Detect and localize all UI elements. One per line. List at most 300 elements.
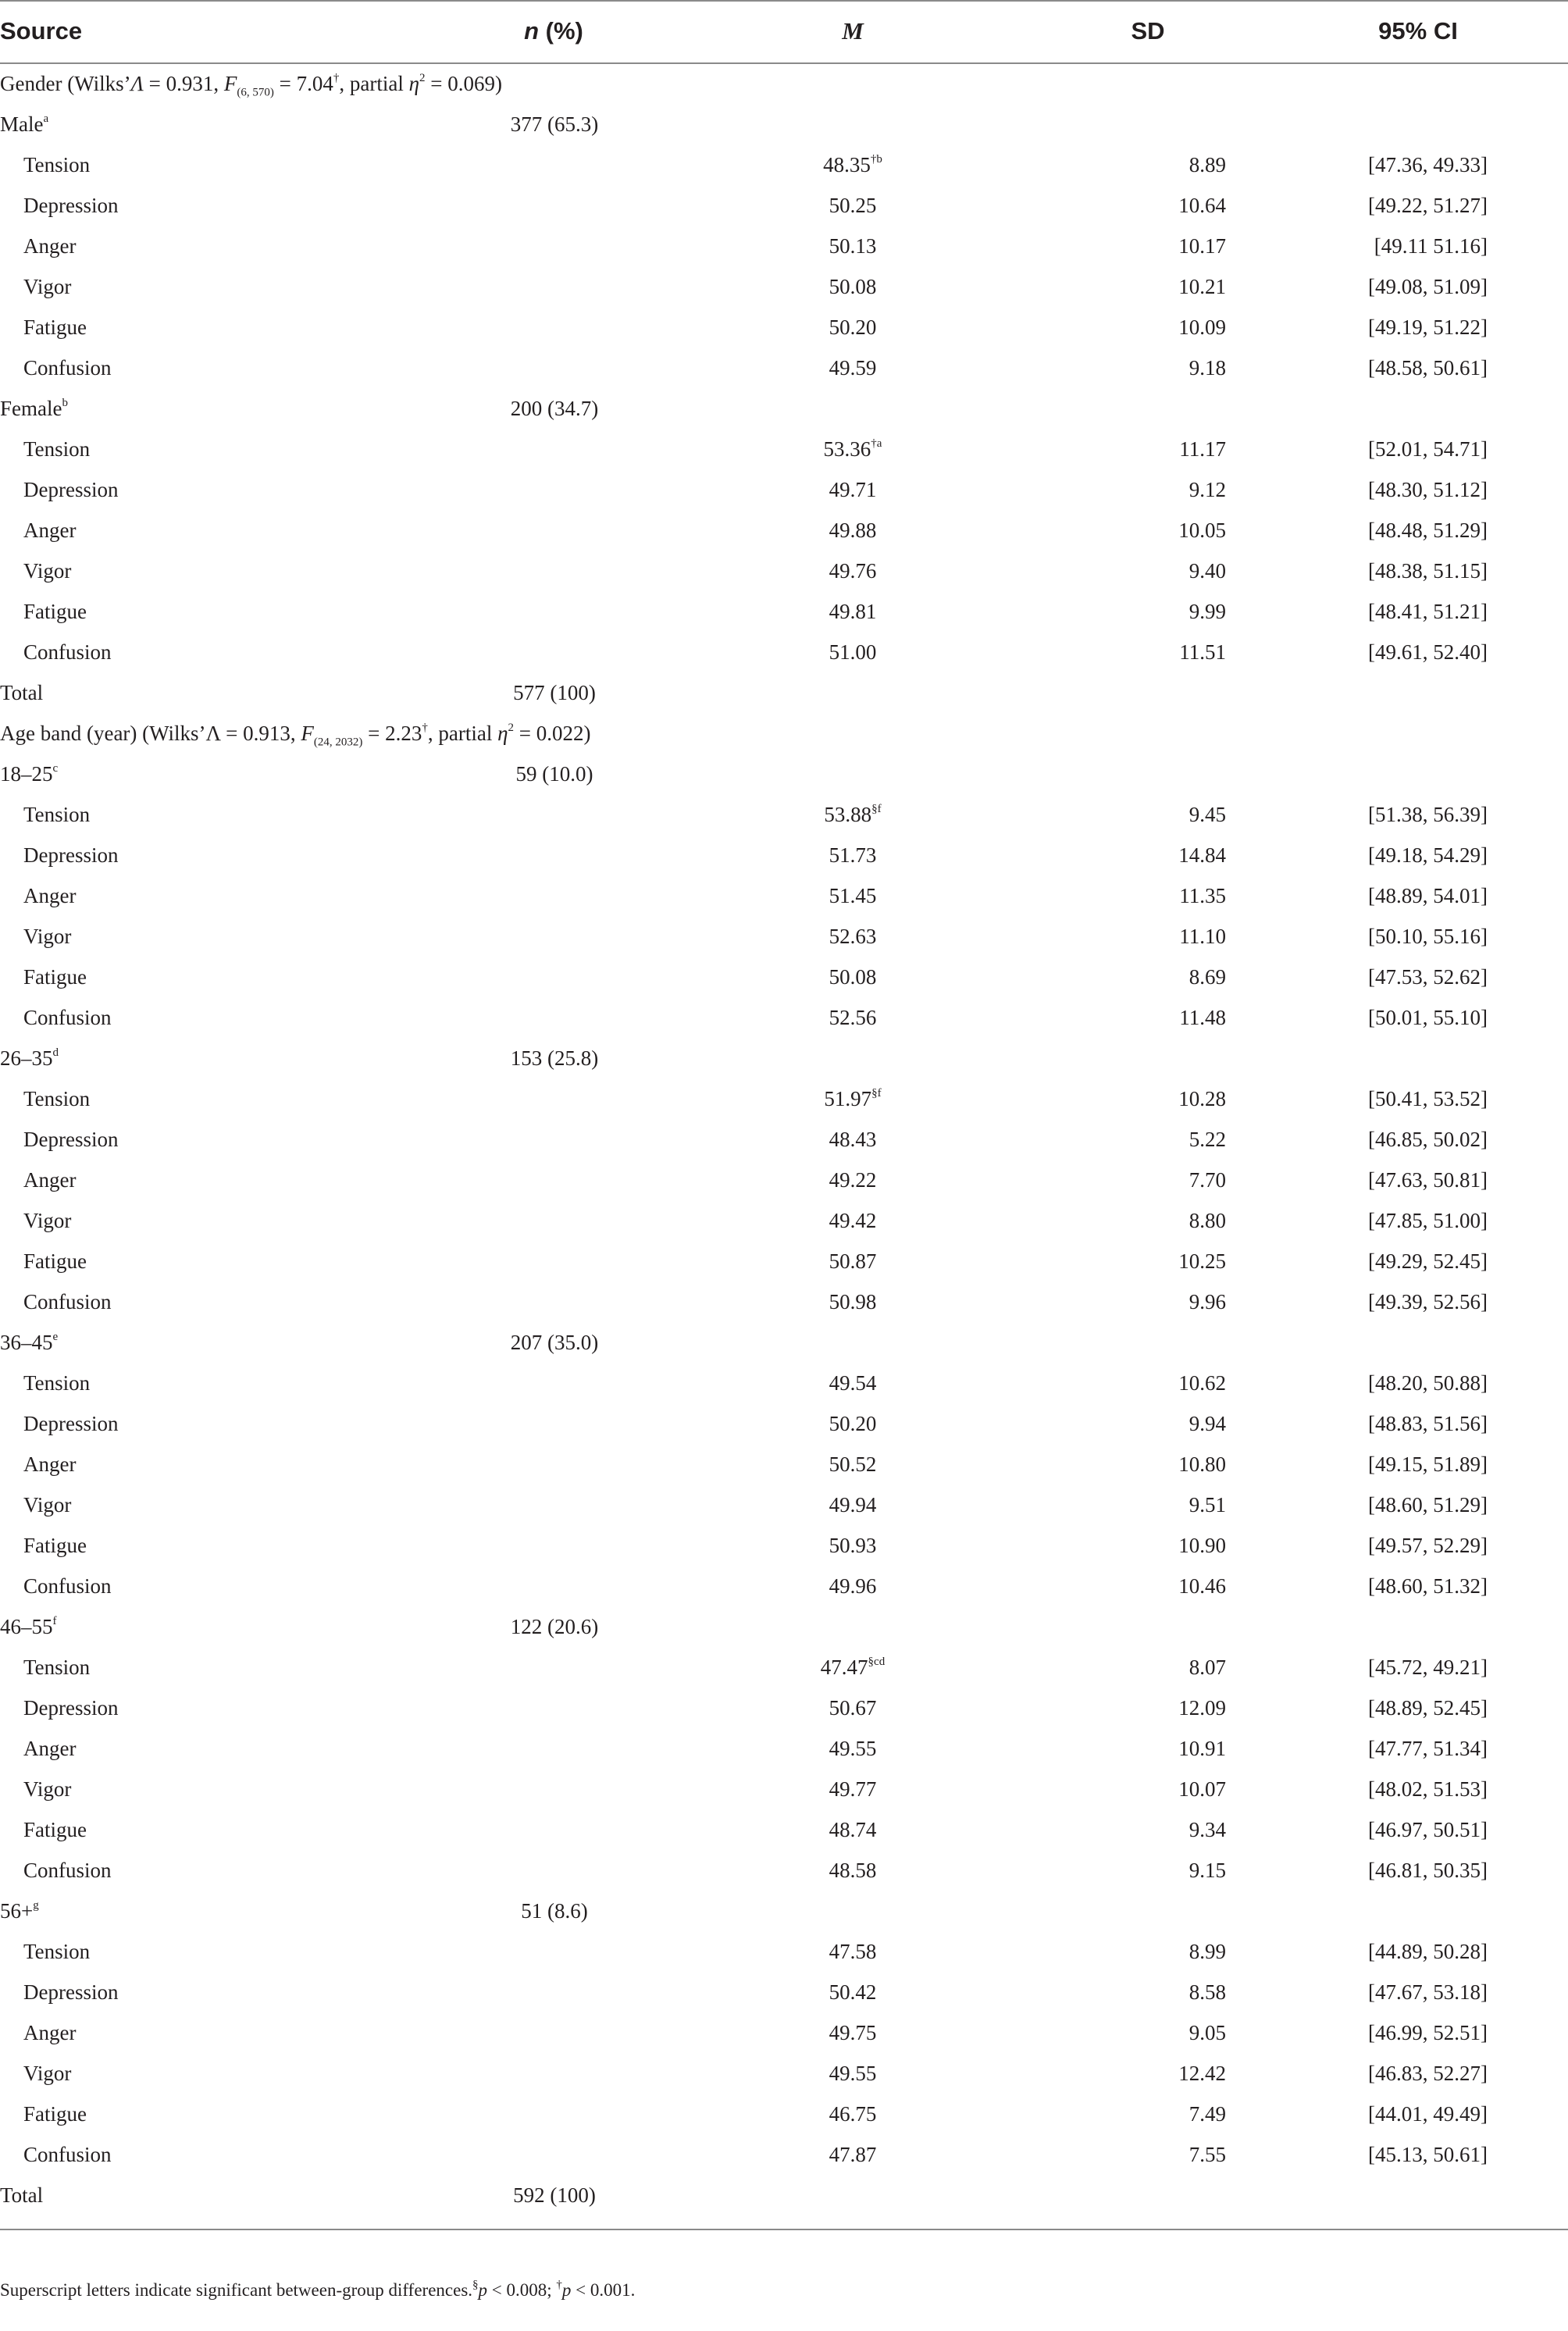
sd-value: 10.09: [1178, 315, 1226, 339]
scale-label: Anger: [23, 519, 77, 542]
mean-value: [772, 510, 933, 551]
mean-number: 50.42: [829, 1980, 877, 2004]
ci-value: [47.63, 50.81]: [1368, 1168, 1488, 1192]
ci-value: [45.72, 49.21]: [1368, 1656, 1488, 1679]
mean-number: 47.47: [820, 1656, 868, 1679]
scale-label: Anger: [23, 2021, 77, 2044]
scale-label: Fatigue: [23, 315, 87, 339]
ci-value: [48.89, 54.01]: [1368, 884, 1488, 907]
ci-value: [48.41, 51.21]: [1368, 600, 1488, 623]
group-label-superscript: c: [52, 762, 59, 775]
group-n-percent: 59 (10.0): [515, 762, 593, 786]
ci-value: [47.36, 49.33]: [1368, 153, 1488, 176]
mean-number: 50.67: [829, 1696, 877, 1720]
group-label: [0, 754, 58, 794]
mean-number: 49.88: [829, 519, 877, 542]
sd-value: 11.51: [1179, 640, 1226, 664]
group-label-superscript: f: [52, 1615, 57, 1627]
mean-value: [772, 1241, 933, 1281]
scale-label: Tension: [23, 803, 91, 826]
group-label-text: 46–55: [0, 1615, 53, 1638]
header-n-rest: (%): [539, 17, 583, 45]
ci-value: [49.39, 52.56]: [1368, 1290, 1488, 1313]
scale-label: Vigor: [23, 1209, 72, 1232]
mean-value: [772, 1160, 933, 1200]
mean-number: 49.42: [829, 1209, 877, 1232]
table-row: [0, 1363, 1568, 1403]
sd-value: 11.48: [1179, 1006, 1226, 1029]
table-row: [0, 1200, 1568, 1241]
ci-value: [48.02, 51.53]: [1368, 1777, 1488, 1801]
table-row: [0, 1078, 1568, 1119]
scale-label: Fatigue: [23, 1534, 87, 1557]
scale-label: Confusion: [23, 2143, 112, 2166]
ci-value: [46.85, 50.02]: [1368, 1128, 1488, 1151]
sd-value: 11.10: [1179, 925, 1226, 948]
mean-value: [772, 1566, 933, 1606]
ci-value: [49.08, 51.09]: [1368, 275, 1488, 298]
mean-value: [772, 957, 933, 997]
table-row: [0, 997, 1568, 1038]
table-row: [0, 348, 1568, 388]
mean-number: 51.00: [829, 640, 877, 664]
age-df: (24, 2032): [313, 736, 363, 749]
scale-label: Tension: [23, 153, 91, 176]
sd-value: 10.62: [1178, 1371, 1226, 1395]
scale-label: Vigor: [23, 1777, 72, 1801]
section-row-gender: [0, 63, 1568, 104]
sd-value: 10.17: [1178, 234, 1226, 258]
group-label-text: 26–35: [0, 1046, 53, 1070]
mean-value: [772, 916, 933, 957]
scale-label: Confusion: [23, 640, 112, 664]
table-row: [0, 1484, 1568, 1525]
scale-label: Tension: [23, 437, 91, 461]
mean-number: 50.93: [829, 1534, 877, 1557]
age-eq3: , partial: [427, 722, 498, 745]
mean-value: [772, 2053, 933, 2094]
table-row: [0, 1444, 1568, 1484]
mean-number: 49.75: [829, 2021, 877, 2044]
mean-number: 49.96: [829, 1574, 877, 1598]
mean-number: 47.87: [829, 2143, 877, 2166]
scale-label: Confusion: [23, 1006, 112, 1029]
scale-label: Depression: [23, 843, 119, 867]
scale-label: Confusion: [23, 1859, 112, 1882]
mean-number: 52.63: [829, 925, 877, 948]
mean-number: 50.87: [829, 1249, 877, 1273]
sd-value: 8.07: [1188, 1656, 1226, 1679]
table-row: [0, 266, 1568, 307]
sd-value: 9.99: [1188, 600, 1226, 623]
mean-value: [772, 144, 933, 185]
mean-value: [772, 266, 933, 307]
mean-number: 48.43: [829, 1128, 877, 1151]
mean-number: 49.76: [829, 559, 877, 583]
mean-value: [772, 1850, 933, 1891]
mean-value: [772, 226, 933, 266]
table-row: [0, 672, 1568, 713]
table-row: [0, 2175, 1568, 2215]
footnote-p1: p: [478, 2280, 488, 2300]
ci-value: [50.41, 53.52]: [1368, 1087, 1488, 1110]
ci-value: [46.83, 52.27]: [1368, 2062, 1488, 2085]
sd-value: 10.28: [1178, 1087, 1226, 1110]
mean-number: 49.77: [829, 1777, 877, 1801]
group-label-superscript: e: [52, 1331, 59, 1343]
mean-number: 53.36: [823, 437, 871, 461]
mean-value: [772, 2012, 933, 2053]
mean-value: [772, 875, 933, 916]
table-row: [0, 1525, 1568, 1566]
group-label: [0, 104, 48, 144]
ci-value: [49.15, 51.89]: [1368, 1452, 1488, 1476]
footnote-p2: p: [561, 2280, 572, 2300]
table-row: [0, 754, 1568, 794]
scale-label: Depression: [23, 1980, 119, 2004]
gender-label-prefix: Gender (Wilks’: [0, 72, 131, 95]
scale-label: Fatigue: [23, 1249, 87, 1273]
mean-value: [772, 1363, 933, 1403]
mean-number: 47.58: [829, 1940, 877, 1963]
scale-label: Fatigue: [23, 965, 87, 989]
group-label-text: Male: [0, 112, 44, 136]
group-label: [0, 2175, 43, 2215]
scale-label: Tension: [23, 1371, 91, 1395]
mean-value: [772, 1119, 933, 1160]
mean-number: 50.25: [829, 194, 877, 217]
sd-value: 10.46: [1178, 1574, 1226, 1598]
sd-value: 10.05: [1178, 519, 1226, 542]
table-row: [0, 1606, 1568, 1647]
mean-value: [772, 1931, 933, 1972]
mean-number: 49.71: [829, 478, 877, 501]
mean-superscript: †a: [871, 437, 882, 450]
scale-label: Anger: [23, 1168, 77, 1192]
mean-number: 50.08: [829, 275, 877, 298]
sd-value: 11.35: [1179, 884, 1226, 907]
group-label-superscript: g: [33, 1899, 39, 1912]
mean-value: [772, 1078, 933, 1119]
table-row: [0, 144, 1568, 185]
table-footnote: [0, 2279, 635, 2304]
mean-number: 52.56: [829, 1006, 877, 1029]
mean-value: [772, 632, 933, 672]
table-row: [0, 591, 1568, 632]
mean-value: [772, 348, 933, 388]
group-label: [0, 388, 68, 429]
table-row: [0, 957, 1568, 997]
scale-label: Vigor: [23, 925, 72, 948]
mean-number: 49.54: [829, 1371, 877, 1395]
scale-label: Depression: [23, 1412, 119, 1435]
table-row: [0, 1038, 1568, 1078]
mean-value: [772, 1647, 933, 1688]
ci-value: [46.99, 52.51]: [1368, 2021, 1488, 2044]
mean-number: 51.45: [829, 884, 877, 907]
mean-value: [772, 551, 933, 591]
scale-label: Depression: [23, 478, 119, 501]
sd-value: 10.90: [1178, 1534, 1226, 1557]
table-row: [0, 1160, 1568, 1200]
mean-number: 46.75: [829, 2102, 877, 2126]
sd-value: 9.94: [1188, 1412, 1226, 1435]
mean-superscript: §f: [871, 1087, 882, 1100]
scale-label: Depression: [23, 1128, 119, 1151]
ci-value: [50.10, 55.16]: [1368, 925, 1488, 948]
scale-label: Depression: [23, 194, 119, 217]
scale-label: Confusion: [23, 1574, 112, 1598]
table-row: [0, 226, 1568, 266]
sd-value: 9.18: [1188, 356, 1226, 380]
table-row: [0, 388, 1568, 429]
mean-value: [772, 1484, 933, 1525]
table-row: [0, 551, 1568, 591]
ci-value: [51.38, 56.39]: [1368, 803, 1488, 826]
group-label: [0, 672, 43, 713]
sd-value: 8.80: [1188, 1209, 1226, 1232]
mean-value: [772, 469, 933, 510]
section-label-age: [0, 713, 591, 754]
sd-value: 8.69: [1188, 965, 1226, 989]
header-sd: SD: [1131, 17, 1165, 45]
mean-value: [772, 1769, 933, 1809]
group-label-superscript: a: [43, 112, 49, 125]
table-row: [0, 916, 1568, 957]
scale-label: Fatigue: [23, 600, 87, 623]
mean-number: 50.08: [829, 965, 877, 989]
group-n-percent: 577 (100): [513, 681, 596, 704]
group-n-percent: 207 (35.0): [510, 1331, 599, 1354]
table-row: [0, 2134, 1568, 2175]
ci-value: [52.01, 54.71]: [1368, 437, 1488, 461]
group-label-text: Female: [0, 397, 62, 420]
sd-value: 7.55: [1188, 2143, 1226, 2166]
group-label-superscript: b: [62, 397, 68, 409]
group-label: [0, 1891, 39, 1931]
footnote-threshold-2: < 0.001.: [571, 2280, 636, 2300]
table-row: [0, 185, 1568, 226]
top-rule: [0, 0, 1568, 2]
sd-value: 10.07: [1178, 1777, 1226, 1801]
mean-number: 49.59: [829, 356, 877, 380]
sd-value: 7.70: [1188, 1168, 1226, 1192]
ci-value: [47.67, 53.18]: [1368, 1980, 1488, 2004]
mean-value: [772, 1809, 933, 1850]
table-row: [0, 1931, 1568, 1972]
mean-number: 50.20: [829, 1412, 877, 1435]
sd-value: 9.40: [1188, 559, 1226, 583]
sd-value: 10.80: [1178, 1452, 1226, 1476]
ci-value: [45.13, 50.61]: [1368, 2143, 1488, 2166]
ci-value: [47.53, 52.62]: [1368, 965, 1488, 989]
mean-value: [772, 1444, 933, 1484]
ci-value: [49.22, 51.27]: [1368, 194, 1488, 217]
scale-label: Anger: [23, 884, 77, 907]
table-row: [0, 2012, 1568, 2053]
sd-value: 12.09: [1178, 1696, 1226, 1720]
scale-label: Vigor: [23, 1493, 72, 1517]
group-n-percent: 122 (20.6): [510, 1615, 599, 1638]
table-row: [0, 632, 1568, 672]
header-source: Source: [0, 17, 83, 45]
mean-value: [772, 185, 933, 226]
gender-eq1: = 0.931,: [143, 72, 224, 95]
header-n-italic: n: [524, 17, 540, 45]
ci-value: [50.01, 55.10]: [1368, 1006, 1488, 1029]
sd-value: 9.34: [1188, 1818, 1226, 1841]
age-label-prefix: Age band (year) (Wilks’Λ = 0.913,: [0, 722, 301, 745]
sd-value: 8.89: [1188, 153, 1226, 176]
table-header-row: [0, 11, 1568, 52]
mean-value: [772, 794, 933, 835]
scale-label: Tension: [23, 1087, 91, 1110]
table-row: [0, 1769, 1568, 1809]
mean-number: 50.13: [829, 234, 877, 258]
mean-number: 49.81: [829, 600, 877, 623]
age-sig: †: [422, 722, 428, 734]
sd-value: 11.17: [1179, 437, 1226, 461]
sd-value: 9.45: [1188, 803, 1226, 826]
sd-value: 12.42: [1178, 2062, 1226, 2085]
mean-number: 51.73: [829, 843, 877, 867]
scale-label: Vigor: [23, 559, 72, 583]
table-row: [0, 1850, 1568, 1891]
group-label: [0, 1322, 58, 1363]
table-row: [0, 1647, 1568, 1688]
group-n-percent: 377 (65.3): [510, 112, 599, 136]
mean-number: 49.22: [829, 1168, 877, 1192]
group-label: [0, 1606, 57, 1647]
mean-value: [772, 1525, 933, 1566]
header-ci: 95% CI: [1378, 17, 1458, 45]
footnote-threshold-1: < 0.008;: [487, 2280, 557, 2300]
mean-number: 48.58: [829, 1859, 877, 1882]
mean-superscript: †b: [870, 153, 882, 166]
mean-value: [772, 307, 933, 348]
section-row-age: [0, 713, 1568, 754]
mean-superscript: §f: [871, 803, 882, 815]
sd-value: 10.91: [1178, 1737, 1226, 1760]
group-label-text: Total: [0, 681, 44, 704]
gender-df: (6, 570): [237, 86, 274, 99]
table-row: [0, 1809, 1568, 1850]
mean-number: 50.98: [829, 1290, 877, 1313]
ci-value: [48.83, 51.56]: [1368, 1412, 1488, 1435]
sd-value: 8.58: [1188, 1980, 1226, 2004]
ci-value: [49.18, 54.29]: [1368, 843, 1488, 867]
table-row: [0, 2094, 1568, 2134]
ci-value: [49.29, 52.45]: [1368, 1249, 1488, 1273]
sd-value: 8.99: [1188, 1940, 1226, 1963]
sd-value: 9.96: [1188, 1290, 1226, 1313]
sd-value: 7.49: [1188, 2102, 1226, 2126]
mean-value: [772, 835, 933, 875]
group-label-text: 36–45: [0, 1331, 53, 1354]
mean-value: [772, 591, 933, 632]
gender-sig: †: [333, 72, 340, 84]
scale-label: Tension: [23, 1940, 91, 1963]
ci-value: [46.97, 50.51]: [1368, 1818, 1488, 1841]
ci-value: [47.77, 51.34]: [1368, 1737, 1488, 1760]
mean-value: [772, 1200, 933, 1241]
mean-value: [772, 997, 933, 1038]
group-label-text: Total: [0, 2183, 44, 2207]
scale-label: Anger: [23, 1737, 77, 1760]
section-label-gender: [0, 63, 502, 104]
table-row: [0, 1119, 1568, 1160]
ci-value: [48.48, 51.29]: [1368, 519, 1488, 542]
footnote-text: Superscript letters indicate significant between-group differences.: [0, 2280, 473, 2300]
age-f: F: [301, 722, 314, 745]
group-label-text: 18–25: [0, 762, 53, 786]
scale-label: Confusion: [23, 356, 112, 380]
mean-number: 50.20: [829, 315, 877, 339]
mean-number: 49.55: [829, 1737, 877, 1760]
bottom-rule: [0, 2229, 1568, 2230]
ci-value: [49.61, 52.40]: [1368, 640, 1488, 664]
ci-value: [47.85, 51.00]: [1368, 1209, 1488, 1232]
table-row: [0, 307, 1568, 348]
group-label-superscript: d: [52, 1046, 59, 1059]
header-n-percent: [483, 11, 624, 52]
scale-label: Vigor: [23, 2062, 72, 2085]
ci-value: [44.01, 49.49]: [1368, 2102, 1488, 2126]
header-mean: M: [842, 17, 864, 45]
table-row: [0, 1891, 1568, 1931]
table-row: [0, 1566, 1568, 1606]
mean-number: 51.97: [824, 1087, 872, 1110]
gender-f: F: [223, 72, 237, 95]
ci-value: [49.11 51.16]: [1374, 234, 1488, 258]
gender-lambda: Λ: [130, 72, 144, 95]
mean-value: [772, 2134, 933, 2175]
group-label-text: 56+: [0, 1899, 34, 1923]
table-row: [0, 794, 1568, 835]
mean-value: [772, 1688, 933, 1728]
ci-value: [48.58, 50.61]: [1368, 356, 1488, 380]
table-row: [0, 1688, 1568, 1728]
mean-value: [772, 1281, 933, 1322]
sd-value: 14.84: [1178, 843, 1226, 867]
table-row: [0, 1728, 1568, 1769]
mean-superscript: §cd: [868, 1656, 886, 1668]
scale-label: Vigor: [23, 275, 72, 298]
table-row: [0, 2053, 1568, 2094]
scale-label: Confusion: [23, 1290, 112, 1313]
scale-label: Anger: [23, 1452, 77, 1476]
table-row: [0, 510, 1568, 551]
sd-value: 9.51: [1188, 1493, 1226, 1517]
table-row: [0, 429, 1568, 469]
gender-eq3: , partial: [339, 72, 409, 95]
group-label: [0, 1038, 59, 1078]
ci-value: [48.30, 51.12]: [1368, 478, 1488, 501]
mean-number: 49.94: [829, 1493, 877, 1517]
scale-label: Tension: [23, 1656, 91, 1679]
mean-number: 48.35: [823, 153, 871, 176]
scale-label: Anger: [23, 234, 77, 258]
mean-value: [772, 429, 933, 469]
sd-value: 10.64: [1178, 194, 1226, 217]
ci-value: [48.89, 52.45]: [1368, 1696, 1488, 1720]
age-eq2: = 2.23: [362, 722, 422, 745]
table-row: [0, 1322, 1568, 1363]
sd-value: 5.22: [1188, 1128, 1226, 1151]
ci-value: [49.19, 51.22]: [1368, 315, 1488, 339]
age-sq: 2: [508, 722, 515, 734]
mean-value: [772, 1403, 933, 1444]
